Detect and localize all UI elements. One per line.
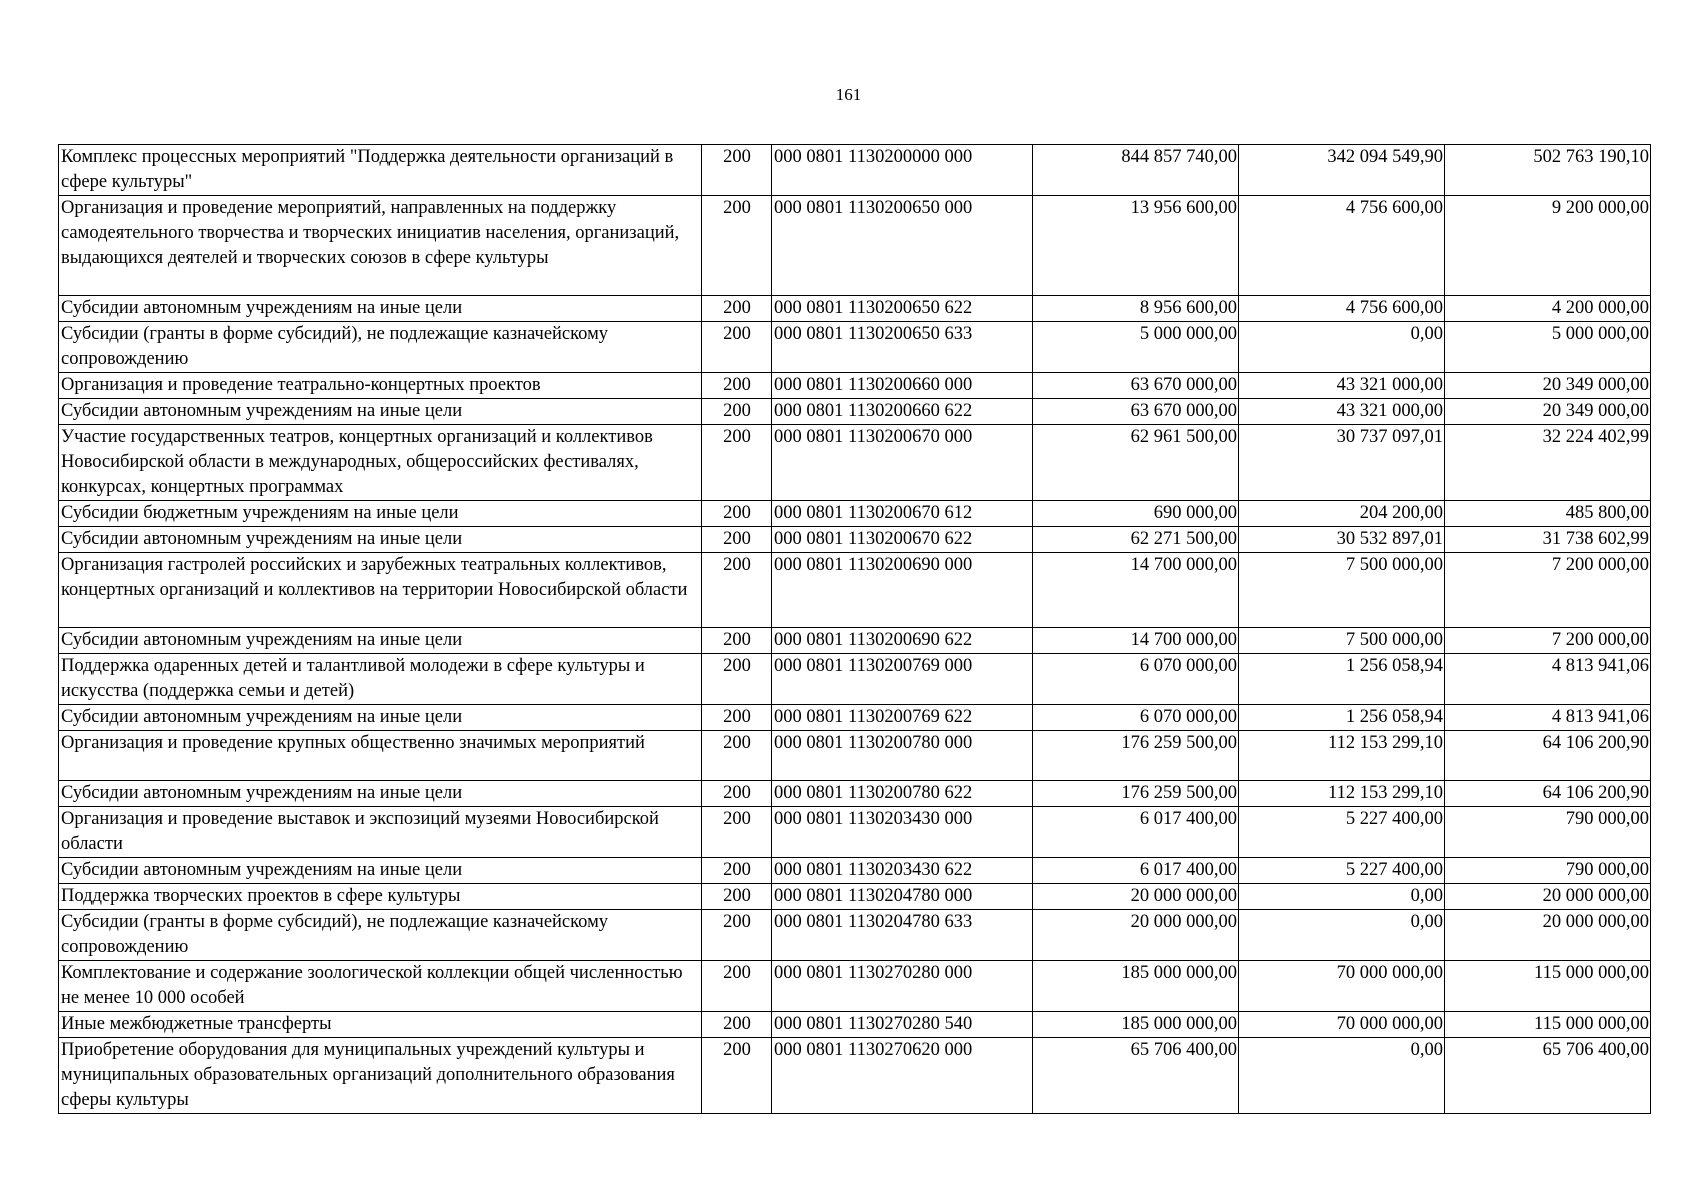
row-kbk: 000 0801 1130200660 622 xyxy=(772,399,1033,425)
row-kbk: 000 0801 1130200670 622 xyxy=(772,527,1033,553)
row-value-3: 115 000 000,00 xyxy=(1445,1012,1651,1038)
row-name: Субсидии автономным учреждениям на иные цели xyxy=(59,399,702,425)
row-value-2: 7 500 000,00 xyxy=(1239,628,1445,654)
row-value-3: 790 000,00 xyxy=(1445,807,1651,858)
row-value-2: 204 200,00 xyxy=(1239,501,1445,527)
table-row xyxy=(59,145,1651,196)
row-code: 200 xyxy=(702,553,772,628)
row-name: Организация и проведение мероприятий, направленных на поддержку самодеятельного творчества и творческих инициатив населения, организаций, выдающихся деятелей и творческих союзов в сфере культуры xyxy=(59,196,702,296)
row-value-3: 64 106 200,90 xyxy=(1445,781,1651,807)
row-value-1: 844 857 740,00 xyxy=(1033,145,1239,196)
table-row xyxy=(59,196,1651,296)
table-row xyxy=(59,1038,1651,1114)
row-value-1: 690 000,00 xyxy=(1033,501,1239,527)
row-code: 200 xyxy=(702,1012,772,1038)
row-value-3: 4 200 000,00 xyxy=(1445,296,1651,322)
row-value-2: 4 756 600,00 xyxy=(1239,296,1445,322)
row-name: Организация и проведение крупных общественно значимых мероприятий xyxy=(59,731,702,781)
row-name: Субсидии автономным учреждениям на иные цели xyxy=(59,858,702,884)
row-value-1: 62 961 500,00 xyxy=(1033,425,1239,501)
row-value-1: 20 000 000,00 xyxy=(1033,910,1239,961)
row-kbk: 000 0801 1130200780 000 xyxy=(772,731,1033,781)
row-value-2: 0,00 xyxy=(1239,322,1445,373)
table-row xyxy=(59,501,1651,527)
row-name: Организация и проведение выставок и экспозиций музеями Новосибирской области xyxy=(59,807,702,858)
row-kbk: 000 0801 1130204780 000 xyxy=(772,884,1033,910)
row-value-1: 176 259 500,00 xyxy=(1033,781,1239,807)
table-row xyxy=(59,731,1651,781)
row-name: Субсидии автономным учреждениям на иные цели xyxy=(59,781,702,807)
row-code: 200 xyxy=(702,910,772,961)
row-code: 200 xyxy=(702,628,772,654)
table-row xyxy=(59,1012,1651,1038)
row-name: Субсидии (гранты в форме субсидий), не подлежащие казначейскому сопровождению xyxy=(59,322,702,373)
row-value-1: 185 000 000,00 xyxy=(1033,961,1239,1012)
row-code: 200 xyxy=(702,884,772,910)
row-value-1: 62 271 500,00 xyxy=(1033,527,1239,553)
row-kbk: 000 0801 1130200650 000 xyxy=(772,196,1033,296)
row-kbk: 000 0801 1130270280 540 xyxy=(772,1012,1033,1038)
table-row xyxy=(59,654,1651,705)
row-name: Субсидии автономным учреждениям на иные цели xyxy=(59,628,702,654)
table-row xyxy=(59,553,1651,628)
table-row xyxy=(59,399,1651,425)
row-name: Комплекс процессных мероприятий "Поддержка деятельности организаций в сфере культуры" xyxy=(59,145,702,196)
row-value-2: 70 000 000,00 xyxy=(1239,961,1445,1012)
row-value-3: 485 800,00 xyxy=(1445,501,1651,527)
row-kbk: 000 0801 1130200769 622 xyxy=(772,705,1033,731)
row-value-3: 4 813 941,06 xyxy=(1445,705,1651,731)
row-value-1: 185 000 000,00 xyxy=(1033,1012,1239,1038)
row-value-3: 20 349 000,00 xyxy=(1445,399,1651,425)
row-name: Организация гастролей российских и зарубежных театральных коллективов, концертных организаций и коллективов на территории Новосибирской области xyxy=(59,553,702,628)
row-name: Иные межбюджетные трансферты xyxy=(59,1012,702,1038)
row-value-2: 4 756 600,00 xyxy=(1239,196,1445,296)
row-code: 200 xyxy=(702,196,772,296)
row-code: 200 xyxy=(702,501,772,527)
row-value-3: 9 200 000,00 xyxy=(1445,196,1651,296)
row-kbk: 000 0801 1130200690 000 xyxy=(772,553,1033,628)
row-name: Субсидии (гранты в форме субсидий), не подлежащие казначейскому сопровождению xyxy=(59,910,702,961)
row-value-3: 7 200 000,00 xyxy=(1445,628,1651,654)
row-value-1: 13 956 600,00 xyxy=(1033,196,1239,296)
row-code: 200 xyxy=(702,705,772,731)
row-value-2: 112 153 299,10 xyxy=(1239,731,1445,781)
table-row xyxy=(59,296,1651,322)
row-value-2: 1 256 058,94 xyxy=(1239,705,1445,731)
row-code: 200 xyxy=(702,399,772,425)
row-code: 200 xyxy=(702,858,772,884)
row-value-1: 20 000 000,00 xyxy=(1033,884,1239,910)
row-kbk: 000 0801 1130200000 000 xyxy=(772,145,1033,196)
row-kbk: 000 0801 1130203430 622 xyxy=(772,858,1033,884)
row-value-2: 43 321 000,00 xyxy=(1239,399,1445,425)
row-value-3: 20 349 000,00 xyxy=(1445,373,1651,399)
row-kbk: 000 0801 1130203430 000 xyxy=(772,807,1033,858)
row-value-3: 115 000 000,00 xyxy=(1445,961,1651,1012)
budget-table-body xyxy=(59,145,1651,1114)
table-row xyxy=(59,858,1651,884)
table-row xyxy=(59,705,1651,731)
row-name: Приобретение оборудования для муниципальных учреждений культуры и муниципальных образовательных организаций дополнительного образования сферы культуры xyxy=(59,1038,702,1114)
row-value-1: 8 956 600,00 xyxy=(1033,296,1239,322)
row-code: 200 xyxy=(702,807,772,858)
row-name: Участие государственных театров, концертных организаций и коллективов Новосибирской области в международных, общероссийских фестивалях, конкурсах, концертных программах xyxy=(59,425,702,501)
row-name: Организация и проведение театрально-концертных проектов xyxy=(59,373,702,399)
row-value-1: 63 670 000,00 xyxy=(1033,373,1239,399)
row-name: Субсидии автономным учреждениям на иные цели xyxy=(59,705,702,731)
page-number: 161 xyxy=(835,85,862,104)
row-value-1: 65 706 400,00 xyxy=(1033,1038,1239,1114)
row-code: 200 xyxy=(702,654,772,705)
row-value-3: 64 106 200,90 xyxy=(1445,731,1651,781)
row-code: 200 xyxy=(702,425,772,501)
row-value-1: 14 700 000,00 xyxy=(1033,628,1239,654)
row-value-2: 5 227 400,00 xyxy=(1239,807,1445,858)
row-code: 200 xyxy=(702,527,772,553)
row-value-1: 176 259 500,00 xyxy=(1033,731,1239,781)
table-row xyxy=(59,961,1651,1012)
row-kbk: 000 0801 1130270620 000 xyxy=(772,1038,1033,1114)
row-code: 200 xyxy=(702,731,772,781)
row-value-1: 6 017 400,00 xyxy=(1033,858,1239,884)
table-row xyxy=(59,425,1651,501)
row-value-3: 5 000 000,00 xyxy=(1445,322,1651,373)
row-kbk: 000 0801 1130200769 000 xyxy=(772,654,1033,705)
row-code: 200 xyxy=(702,322,772,373)
row-value-2: 0,00 xyxy=(1239,884,1445,910)
row-name: Поддержка одаренных детей и талантливой молодежи в сфере культуры и искусства (поддержка семьи и детей) xyxy=(59,654,702,705)
row-value-1: 6 070 000,00 xyxy=(1033,654,1239,705)
row-code: 200 xyxy=(702,145,772,196)
row-value-3: 4 813 941,06 xyxy=(1445,654,1651,705)
row-kbk: 000 0801 1130200650 622 xyxy=(772,296,1033,322)
row-value-2: 0,00 xyxy=(1239,1038,1445,1114)
row-kbk: 000 0801 1130200780 622 xyxy=(772,781,1033,807)
row-code: 200 xyxy=(702,1038,772,1114)
table-row xyxy=(59,373,1651,399)
row-value-2: 43 321 000,00 xyxy=(1239,373,1445,399)
row-value-2: 342 094 549,90 xyxy=(1239,145,1445,196)
row-value-1: 5 000 000,00 xyxy=(1033,322,1239,373)
row-value-3: 502 763 190,10 xyxy=(1445,145,1651,196)
row-kbk: 000 0801 1130270280 000 xyxy=(772,961,1033,1012)
row-value-1: 14 700 000,00 xyxy=(1033,553,1239,628)
row-code: 200 xyxy=(702,373,772,399)
table-row xyxy=(59,884,1651,910)
row-value-3: 790 000,00 xyxy=(1445,858,1651,884)
row-kbk: 000 0801 1130204780 633 xyxy=(772,910,1033,961)
table-row xyxy=(59,322,1651,373)
row-value-3: 32 224 402,99 xyxy=(1445,425,1651,501)
row-value-1: 6 017 400,00 xyxy=(1033,807,1239,858)
table-row xyxy=(59,807,1651,858)
row-kbk: 000 0801 1130200660 000 xyxy=(772,373,1033,399)
row-value-3: 20 000 000,00 xyxy=(1445,884,1651,910)
table-row xyxy=(59,628,1651,654)
row-value-2: 70 000 000,00 xyxy=(1239,1012,1445,1038)
row-code: 200 xyxy=(702,781,772,807)
row-value-2: 1 256 058,94 xyxy=(1239,654,1445,705)
row-name: Комплектование и содержание зоологической коллекции общей численностью не менее 10 000 особей xyxy=(59,961,702,1012)
row-value-2: 0,00 xyxy=(1239,910,1445,961)
row-kbk: 000 0801 1130200670 000 xyxy=(772,425,1033,501)
row-kbk: 000 0801 1130200690 622 xyxy=(772,628,1033,654)
row-value-1: 6 070 000,00 xyxy=(1033,705,1239,731)
row-name: Субсидии бюджетным учреждениям на иные цели xyxy=(59,501,702,527)
table-row xyxy=(59,910,1651,961)
row-name: Субсидии автономным учреждениям на иные цели xyxy=(59,527,702,553)
row-value-2: 112 153 299,10 xyxy=(1239,781,1445,807)
row-value-2: 30 737 097,01 xyxy=(1239,425,1445,501)
row-name: Субсидии автономным учреждениям на иные цели xyxy=(59,296,702,322)
row-value-3: 31 738 602,99 xyxy=(1445,527,1651,553)
row-value-2: 7 500 000,00 xyxy=(1239,553,1445,628)
row-value-3: 20 000 000,00 xyxy=(1445,910,1651,961)
table-row xyxy=(59,781,1651,807)
budget-table xyxy=(58,144,1651,1114)
row-code: 200 xyxy=(702,961,772,1012)
row-value-1: 63 670 000,00 xyxy=(1033,399,1239,425)
table-row xyxy=(59,527,1651,553)
row-name: Поддержка творческих проектов в сфере культуры xyxy=(59,884,702,910)
row-kbk: 000 0801 1130200650 633 xyxy=(772,322,1033,373)
row-code: 200 xyxy=(702,296,772,322)
row-value-2: 5 227 400,00 xyxy=(1239,858,1445,884)
row-value-3: 65 706 400,00 xyxy=(1445,1038,1651,1114)
row-value-3: 7 200 000,00 xyxy=(1445,553,1651,628)
row-kbk: 000 0801 1130200670 612 xyxy=(772,501,1033,527)
row-value-2: 30 532 897,01 xyxy=(1239,527,1445,553)
